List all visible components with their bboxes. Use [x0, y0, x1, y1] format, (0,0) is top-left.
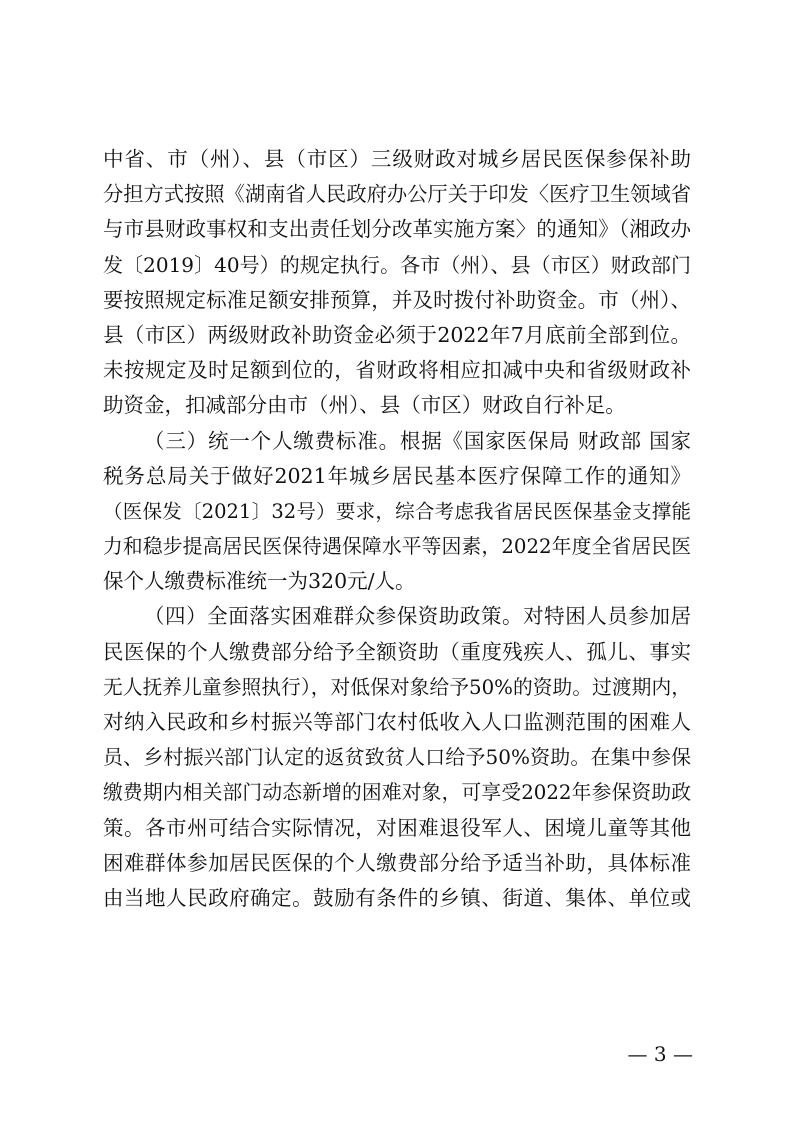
text-line: 对纳入民政和乡村振兴等部门农村低收入人口监测范围的困难人	[103, 710, 691, 734]
text-line: 助资金，扣减部分由市（州）、县（市区）财政自行补足。	[103, 393, 626, 418]
text-line: 由当地人民政府确定。鼓励有条件的乡镇、街道、集体、单位或	[103, 885, 691, 910]
text-line: 税务总局关于做好2021年城乡居民基本医疗保障工作的通知》	[103, 463, 691, 488]
text-line: （三）统一个人缴费标准。根据《国家医保局 财政部 国家	[144, 428, 691, 453]
body-text	[103, 142, 691, 916]
text-line: 力和稳步提高居民医保待遇保障水平等因素，2022年度全省居民医	[103, 535, 691, 559]
text-line: 缴费期内相关部门动态新增的困难对象，可享受2022年参保资助政	[103, 781, 691, 805]
text-line: 分担方式按照《湖南省人民政府办公厅关于印发〈医疗卫生领域省	[103, 182, 691, 207]
text-line: 中省、市（州）、县（市区）三级财政对城乡居民医保参保补助	[103, 147, 691, 171]
text-line: 无人抚养儿童参照执行），对低保对象给予50%的资助。过渡期内，	[103, 675, 691, 699]
page-number: — 3 —	[627, 1042, 693, 1066]
text-line: 要按照规定标准足额安排预算，并及时拨付补助资金。市（州）、	[103, 287, 691, 312]
text-line: 民医保的个人缴费部分给予全额资助（重度残疾人、孤儿、事实	[103, 639, 691, 664]
text-line: 未按规定及时足额到位的，省财政将相应扣减中央和省级财政补	[103, 358, 691, 383]
text-line: 县（市区）两级财政补助资金必须于2022年7月底前全部到位。	[103, 322, 691, 347]
text-line: 与市县财政事权和支出责任划分改革实施方案〉的通知》（湘政办	[103, 217, 691, 242]
text-line: 策。各市州可结合实际情况，对困难退役军人、困境儿童等其他	[103, 815, 691, 840]
text-line: 员、乡村振兴部门认定的返贫致贫人口给予50%资助。在集中参保	[103, 745, 691, 770]
text-line: （四）全面落实困难群众参保资助政策。对特困人员参加居	[144, 604, 691, 629]
text-line: 发〔2019〕40号）的规定执行。各市（州）、县（市区）财政部门	[103, 252, 691, 277]
text-line: 困难群体参加居民医保的个人缴费部分给予适当补助，具体标准	[103, 850, 691, 875]
text-line: （医保发〔2021〕32号）要求，综合考虑我省居民医保基金支撑能	[103, 499, 691, 523]
text-line: 保个人缴费标准统一为320元/人。	[103, 569, 416, 594]
